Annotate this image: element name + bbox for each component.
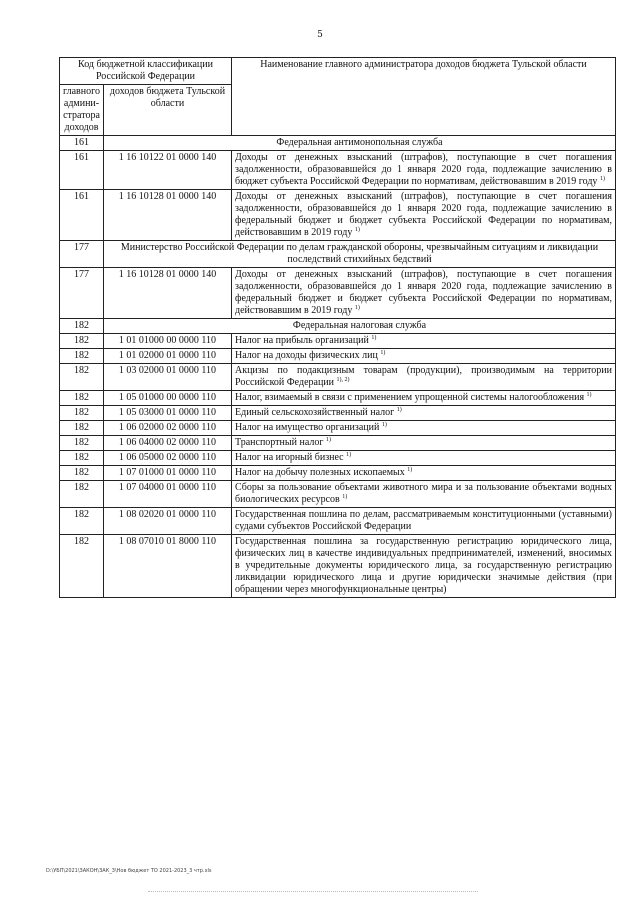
revenue-name-text: Налог на доходы физических лиц <box>235 350 378 361</box>
revenue-name-cell <box>232 391 616 406</box>
page-number: 5 <box>317 30 323 40</box>
revenue-name-text: Налог на имущество организаций <box>235 422 380 433</box>
revenue-name-text: Сборы за пользование объектами животного мира и за пользование объектами водных биологических ресурсов <box>235 482 612 505</box>
footnote-ref: 1) <box>381 422 387 428</box>
revenue-code-cell: 1 16 10128 01 0000 140 <box>104 268 232 319</box>
admin-code-cell: 182 <box>60 481 104 508</box>
revenue-code-cell: 1 08 02020 01 0000 110 <box>104 508 232 535</box>
admin-code-cell: 177 <box>60 268 104 319</box>
revenue-name-text: Акцизы по подакцизным товарам (продукции), производимым на территории Российской Федерации <box>235 365 612 388</box>
table-row <box>60 391 616 406</box>
admin-code-cell: 182 <box>60 451 104 466</box>
revenue-name-cell <box>232 151 616 190</box>
footnote-ref: 1), 2) <box>336 377 350 383</box>
header-code-group: Код бюджетной классификации Российской Федерации <box>60 58 232 85</box>
table-row <box>60 481 616 508</box>
footnote-ref: 1) <box>396 407 402 413</box>
revenue-code-cell: 1 05 01000 00 0000 110 <box>104 391 232 406</box>
revenue-code-cell: 1 01 02000 01 0000 110 <box>104 349 232 364</box>
admin-code-cell: 182 <box>60 364 104 391</box>
footnote-ref: 1) <box>380 350 386 356</box>
table-row <box>60 436 616 451</box>
revenue-name-cell <box>232 535 616 598</box>
admin-code-cell: 177 <box>60 241 104 268</box>
table-row <box>60 190 616 241</box>
revenue-code-cell: 1 05 03000 01 0000 110 <box>104 406 232 421</box>
table-body <box>60 136 616 598</box>
admin-code-cell: 161 <box>60 136 104 151</box>
admin-code-cell: 182 <box>60 535 104 598</box>
footnote-ref: 1) <box>325 437 331 443</box>
admin-code-cell: 182 <box>60 406 104 421</box>
file-path-footer: D:\УБП\2021\ЗАКОН\ЗАК_3\Нов бюджет ТО 2021-2023_3 чтр.xls <box>46 868 212 874</box>
revenue-name-text: Государственная пошлина за государственную регистрацию юридического лица, физических лиц в качестве индивидуальных предпринимателей, изменений, вносимых в учредительные документы юридического лица, за государственную регистрацию ликвидации юридического лица и другие юридически значимые действия (при обращении через многофункциональные центры) <box>235 536 612 595</box>
revenue-name-text: Единый сельскохозяйственный налог <box>235 407 395 418</box>
admin-code-cell: 182 <box>60 391 104 406</box>
revenue-code-cell: 1 06 02000 02 0000 110 <box>104 421 232 436</box>
footnote-ref: 1) <box>586 392 592 398</box>
table-row <box>60 466 616 481</box>
footnote-ref: 1) <box>342 494 348 500</box>
revenue-name-text: Транспортный налог <box>235 437 324 448</box>
revenue-name-text: Доходы от денежных взысканий (штрафов), поступающие в счет погашения задолженности, образовавшейся до 1 января 2020 года, подлежащие зачислению в федеральный бюджет и бюджет субъекта Российской Федерации по нормативам, действовавшим в 2019 году <box>235 269 612 316</box>
footnote-ref: 1) <box>599 176 605 182</box>
revenue-name-cell <box>232 466 616 481</box>
section-row <box>60 319 616 334</box>
revenue-name-text: Доходы от денежных взысканий (штрафов), поступающие в счет погашения задолженности, образовавшейся до 1 января 2020 года, подлежащие зачислению в федеральный бюджет и бюджет субъекта Российской Федерации по нормативам, действовавшим в 2019 году <box>235 191 612 238</box>
section-row <box>60 241 616 268</box>
revenue-code-cell: 1 06 05000 02 0000 110 <box>104 451 232 466</box>
admin-code-cell: 182 <box>60 319 104 334</box>
admin-code-cell: 182 <box>60 349 104 364</box>
revenue-code-cell: 1 07 04000 01 0000 110 <box>104 481 232 508</box>
admin-code-cell: 182 <box>60 421 104 436</box>
table-row <box>60 364 616 391</box>
admin-code-cell: 182 <box>60 334 104 349</box>
header-name-col: Наименование главного администратора доходов бюджета Тульской области <box>232 58 616 136</box>
table-row <box>60 334 616 349</box>
revenue-code-cell: 1 06 04000 02 0000 110 <box>104 436 232 451</box>
header-revenue-col: доходов бюджета Тульской области <box>104 85 232 136</box>
admin-code-cell: 182 <box>60 466 104 481</box>
header-admin-col: главного админи-стратора доходов <box>60 85 104 136</box>
admin-code-cell: 161 <box>60 190 104 241</box>
admin-code-cell: 182 <box>60 508 104 535</box>
admin-code-cell: 161 <box>60 151 104 190</box>
revenue-code-cell: 1 16 10128 01 0000 140 <box>104 190 232 241</box>
revenue-name-cell <box>232 451 616 466</box>
section-title-cell: Министерство Российской Федерации по делам гражданской обороны, чрезвычайным ситуациям и ликвидации последствий стихийных бедствий <box>104 241 616 268</box>
table-row <box>60 349 616 364</box>
footnote-ref: 1) <box>371 335 377 341</box>
revenue-name-text: Государственная пошлина по делам, рассматриваемым конституционными (уставными) судами субъектов Российской Федерации <box>235 509 612 532</box>
revenue-administrators-table <box>59 57 616 598</box>
revenue-code-cell: 1 01 01000 00 0000 110 <box>104 334 232 349</box>
revenue-name-cell <box>232 349 616 364</box>
section-row <box>60 136 616 151</box>
revenue-name-cell <box>232 436 616 451</box>
section-title-cell: Федеральная налоговая служба <box>104 319 616 334</box>
revenue-code-cell: 1 07 01000 01 0000 110 <box>104 466 232 481</box>
revenue-name-cell <box>232 268 616 319</box>
revenue-name-cell <box>232 508 616 535</box>
revenue-code-cell: 1 03 02000 01 0000 110 <box>104 364 232 391</box>
table-row <box>60 451 616 466</box>
footer-divider <box>148 891 478 892</box>
admin-code-cell: 182 <box>60 436 104 451</box>
footnote-ref: 1) <box>354 227 360 233</box>
revenue-code-cell: 1 16 10122 01 0000 140 <box>104 151 232 190</box>
table-row <box>60 508 616 535</box>
revenue-name-cell <box>232 421 616 436</box>
revenue-name-text: Налог, взимаемый в связи с применением упрощенной системы налогообложения <box>235 392 585 403</box>
footnote-ref: 1) <box>407 467 413 473</box>
revenue-name-cell <box>232 364 616 391</box>
revenue-name-text: Налог на игорный бизнес <box>235 452 344 463</box>
table-row <box>60 406 616 421</box>
table-header <box>60 58 616 136</box>
revenue-name-cell <box>232 334 616 349</box>
revenue-code-cell: 1 08 07010 01 8000 110 <box>104 535 232 598</box>
revenue-name-text: Налог на прибыль организаций <box>235 335 369 346</box>
table-row <box>60 151 616 190</box>
table-row <box>60 421 616 436</box>
table-row <box>60 535 616 598</box>
revenue-name-text: Доходы от денежных взысканий (штрафов), поступающие в счет погашения задолженности, образовавшейся до 1 января 2020 года, подлежащие зачислению в бюджет субъекта Российской Федерации по нормативам, действовавшим в 2019 году <box>235 152 612 187</box>
revenue-name-cell <box>232 481 616 508</box>
revenue-name-cell <box>232 190 616 241</box>
section-title-cell: Федеральная антимонопольная служба <box>104 136 616 151</box>
revenue-name-cell <box>232 406 616 421</box>
table-row <box>60 268 616 319</box>
footnote-ref: 1) <box>354 305 360 311</box>
revenue-name-text: Налог на добычу полезных ископаемых <box>235 467 405 478</box>
footnote-ref: 1) <box>346 452 352 458</box>
